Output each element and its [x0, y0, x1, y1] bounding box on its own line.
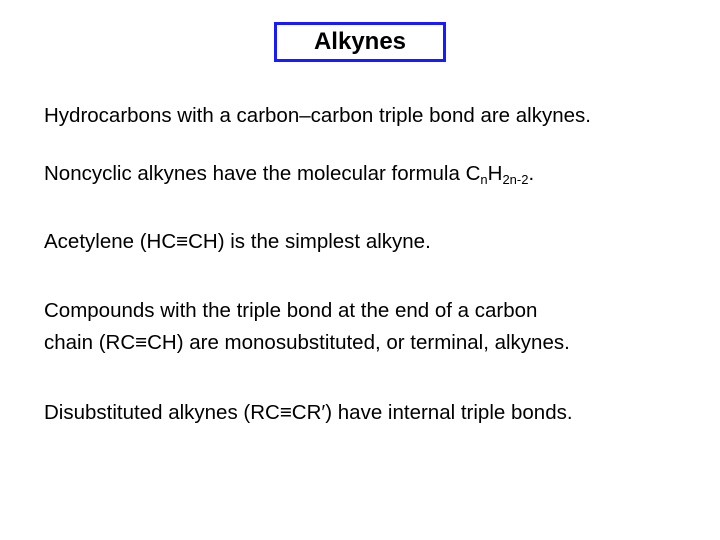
formula-subscript-n: n — [480, 172, 488, 187]
formula-subscript-2n-2: 2n-2 — [502, 172, 529, 187]
paragraph-acetylene: Acetylene (HC≡CH) is the simplest alkyne. — [44, 230, 431, 253]
paragraph-terminal-alkynes — [44, 295, 570, 359]
paragraph-alkyne-definition: Hydrocarbons with a carbon–carbon triple bond are alkynes. — [44, 104, 591, 127]
paragraph-disubstituted-alkynes: Disubstituted alkynes (RC≡CR′) have internal triple bonds. — [44, 401, 573, 424]
title-box — [274, 22, 446, 62]
formula-hydrogen: H — [487, 162, 503, 185]
terminal-alkynes-line-1: Compounds with the triple bond at the end of a carbon — [44, 299, 538, 322]
formula-sentence-text: Noncyclic alkynes have the molecular formula C — [44, 162, 481, 185]
page-title: Alkynes — [313, 28, 407, 55]
formula-period: . — [528, 162, 535, 185]
terminal-alkynes-line-2: chain (RC≡CH) are monosubstituted, or terminal, alkynes. — [44, 331, 570, 354]
paragraph-molecular-formula — [44, 158, 534, 190]
